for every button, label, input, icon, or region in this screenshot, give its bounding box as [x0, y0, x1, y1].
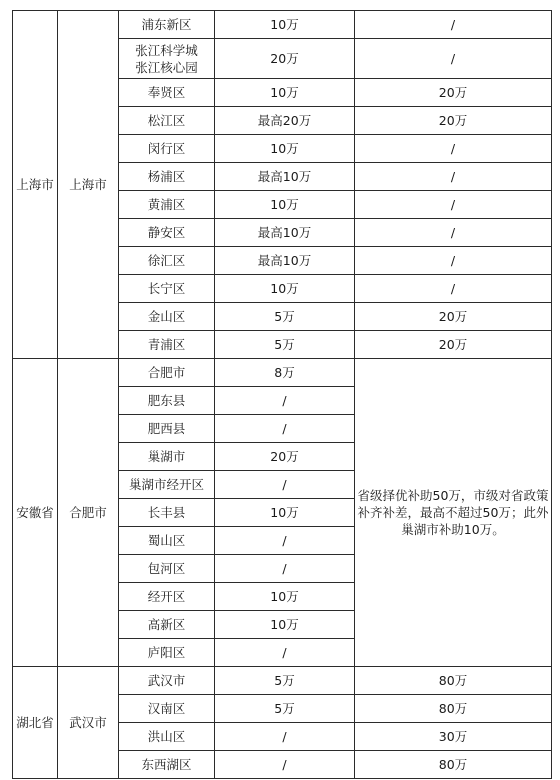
- provincial-subsidy-cell: 80万: [355, 667, 552, 695]
- municipal-subsidy-cell: 最高10万: [215, 163, 355, 191]
- table-body: [13, 11, 552, 779]
- provincial-subsidy-cell: /: [355, 163, 552, 191]
- policy-note-cell: 省级择优补助50万，市级对省政策补齐补差，最高不超过50万；此外巢湖市补助10万。: [355, 359, 552, 667]
- table-row: [13, 11, 552, 39]
- district-cell: 巢湖市经开区: [119, 471, 215, 499]
- district-cell: 高新区: [119, 611, 215, 639]
- municipal-subsidy-cell: /: [215, 387, 355, 415]
- district-cell: 奉贤区: [119, 79, 215, 107]
- municipal-subsidy-cell: 8万: [215, 359, 355, 387]
- district-cell: 闵行区: [119, 135, 215, 163]
- provincial-subsidy-cell: 20万: [355, 79, 552, 107]
- province-cell: 安徽省: [13, 359, 58, 667]
- municipal-subsidy-cell: 20万: [215, 39, 355, 79]
- municipal-subsidy-cell: /: [215, 751, 355, 779]
- provincial-subsidy-cell: /: [355, 135, 552, 163]
- municipal-subsidy-cell: 5万: [215, 695, 355, 723]
- district-cell: 汉南区: [119, 695, 215, 723]
- district-cell: 松江区: [119, 107, 215, 135]
- municipal-subsidy-cell: 10万: [215, 275, 355, 303]
- district-cell: 长宁区: [119, 275, 215, 303]
- district-cell: 徐汇区: [119, 247, 215, 275]
- municipal-subsidy-cell: 10万: [215, 191, 355, 219]
- municipal-subsidy-cell: 10万: [215, 499, 355, 527]
- municipal-subsidy-cell: 最高10万: [215, 219, 355, 247]
- municipal-subsidy-cell: 5万: [215, 303, 355, 331]
- district-cell: 黄浦区: [119, 191, 215, 219]
- district-cell: 杨浦区: [119, 163, 215, 191]
- municipal-subsidy-cell: 10万: [215, 583, 355, 611]
- municipal-subsidy-cell: 10万: [215, 11, 355, 39]
- municipal-subsidy-cell: 最高10万: [215, 247, 355, 275]
- province-cell: 上海市: [13, 11, 58, 359]
- provincial-subsidy-cell: 20万: [355, 107, 552, 135]
- municipal-subsidy-cell: /: [215, 415, 355, 443]
- municipal-subsidy-cell: 最高20万: [215, 107, 355, 135]
- district-cell: 张江科学城 张江核心园: [119, 39, 215, 79]
- district-cell: 金山区: [119, 303, 215, 331]
- district-cell: 包河区: [119, 555, 215, 583]
- municipal-subsidy-cell: /: [215, 471, 355, 499]
- municipal-subsidy-cell: 10万: [215, 79, 355, 107]
- province-cell: 湖北省: [13, 667, 58, 779]
- district-cell: 肥东县: [119, 387, 215, 415]
- district-cell: 蜀山区: [119, 527, 215, 555]
- district-cell: 东西湖区: [119, 751, 215, 779]
- table-row: [13, 359, 552, 387]
- district-cell: 浦东新区: [119, 11, 215, 39]
- district-cell: 庐阳区: [119, 639, 215, 667]
- provincial-subsidy-cell: /: [355, 39, 552, 79]
- provincial-subsidy-cell: /: [355, 275, 552, 303]
- district-cell: 经开区: [119, 583, 215, 611]
- provincial-subsidy-cell: 20万: [355, 303, 552, 331]
- municipal-subsidy-cell: 5万: [215, 331, 355, 359]
- subsidy-table: [12, 10, 552, 779]
- district-cell: 肥西县: [119, 415, 215, 443]
- district-cell: 巢湖市: [119, 443, 215, 471]
- provincial-subsidy-cell: /: [355, 11, 552, 39]
- provincial-subsidy-cell: /: [355, 247, 552, 275]
- district-cell: 青浦区: [119, 331, 215, 359]
- city-cell: 上海市: [58, 11, 119, 359]
- table-row: [13, 667, 552, 695]
- municipal-subsidy-cell: /: [215, 555, 355, 583]
- municipal-subsidy-cell: 10万: [215, 611, 355, 639]
- district-cell: 静安区: [119, 219, 215, 247]
- district-cell: 洪山区: [119, 723, 215, 751]
- provincial-subsidy-cell: 30万: [355, 723, 552, 751]
- municipal-subsidy-cell: /: [215, 639, 355, 667]
- municipal-subsidy-cell: 5万: [215, 667, 355, 695]
- municipal-subsidy-cell: 20万: [215, 443, 355, 471]
- municipal-subsidy-cell: /: [215, 527, 355, 555]
- municipal-subsidy-cell: 10万: [215, 135, 355, 163]
- provincial-subsidy-cell: 20万: [355, 331, 552, 359]
- district-cell: 长丰县: [119, 499, 215, 527]
- district-cell: 合肥市: [119, 359, 215, 387]
- provincial-subsidy-cell: 80万: [355, 695, 552, 723]
- municipal-subsidy-cell: /: [215, 723, 355, 751]
- city-cell: 武汉市: [58, 667, 119, 779]
- provincial-subsidy-cell: /: [355, 191, 552, 219]
- provincial-subsidy-cell: /: [355, 219, 552, 247]
- district-cell: 武汉市: [119, 667, 215, 695]
- city-cell: 合肥市: [58, 359, 119, 667]
- provincial-subsidy-cell: 80万: [355, 751, 552, 779]
